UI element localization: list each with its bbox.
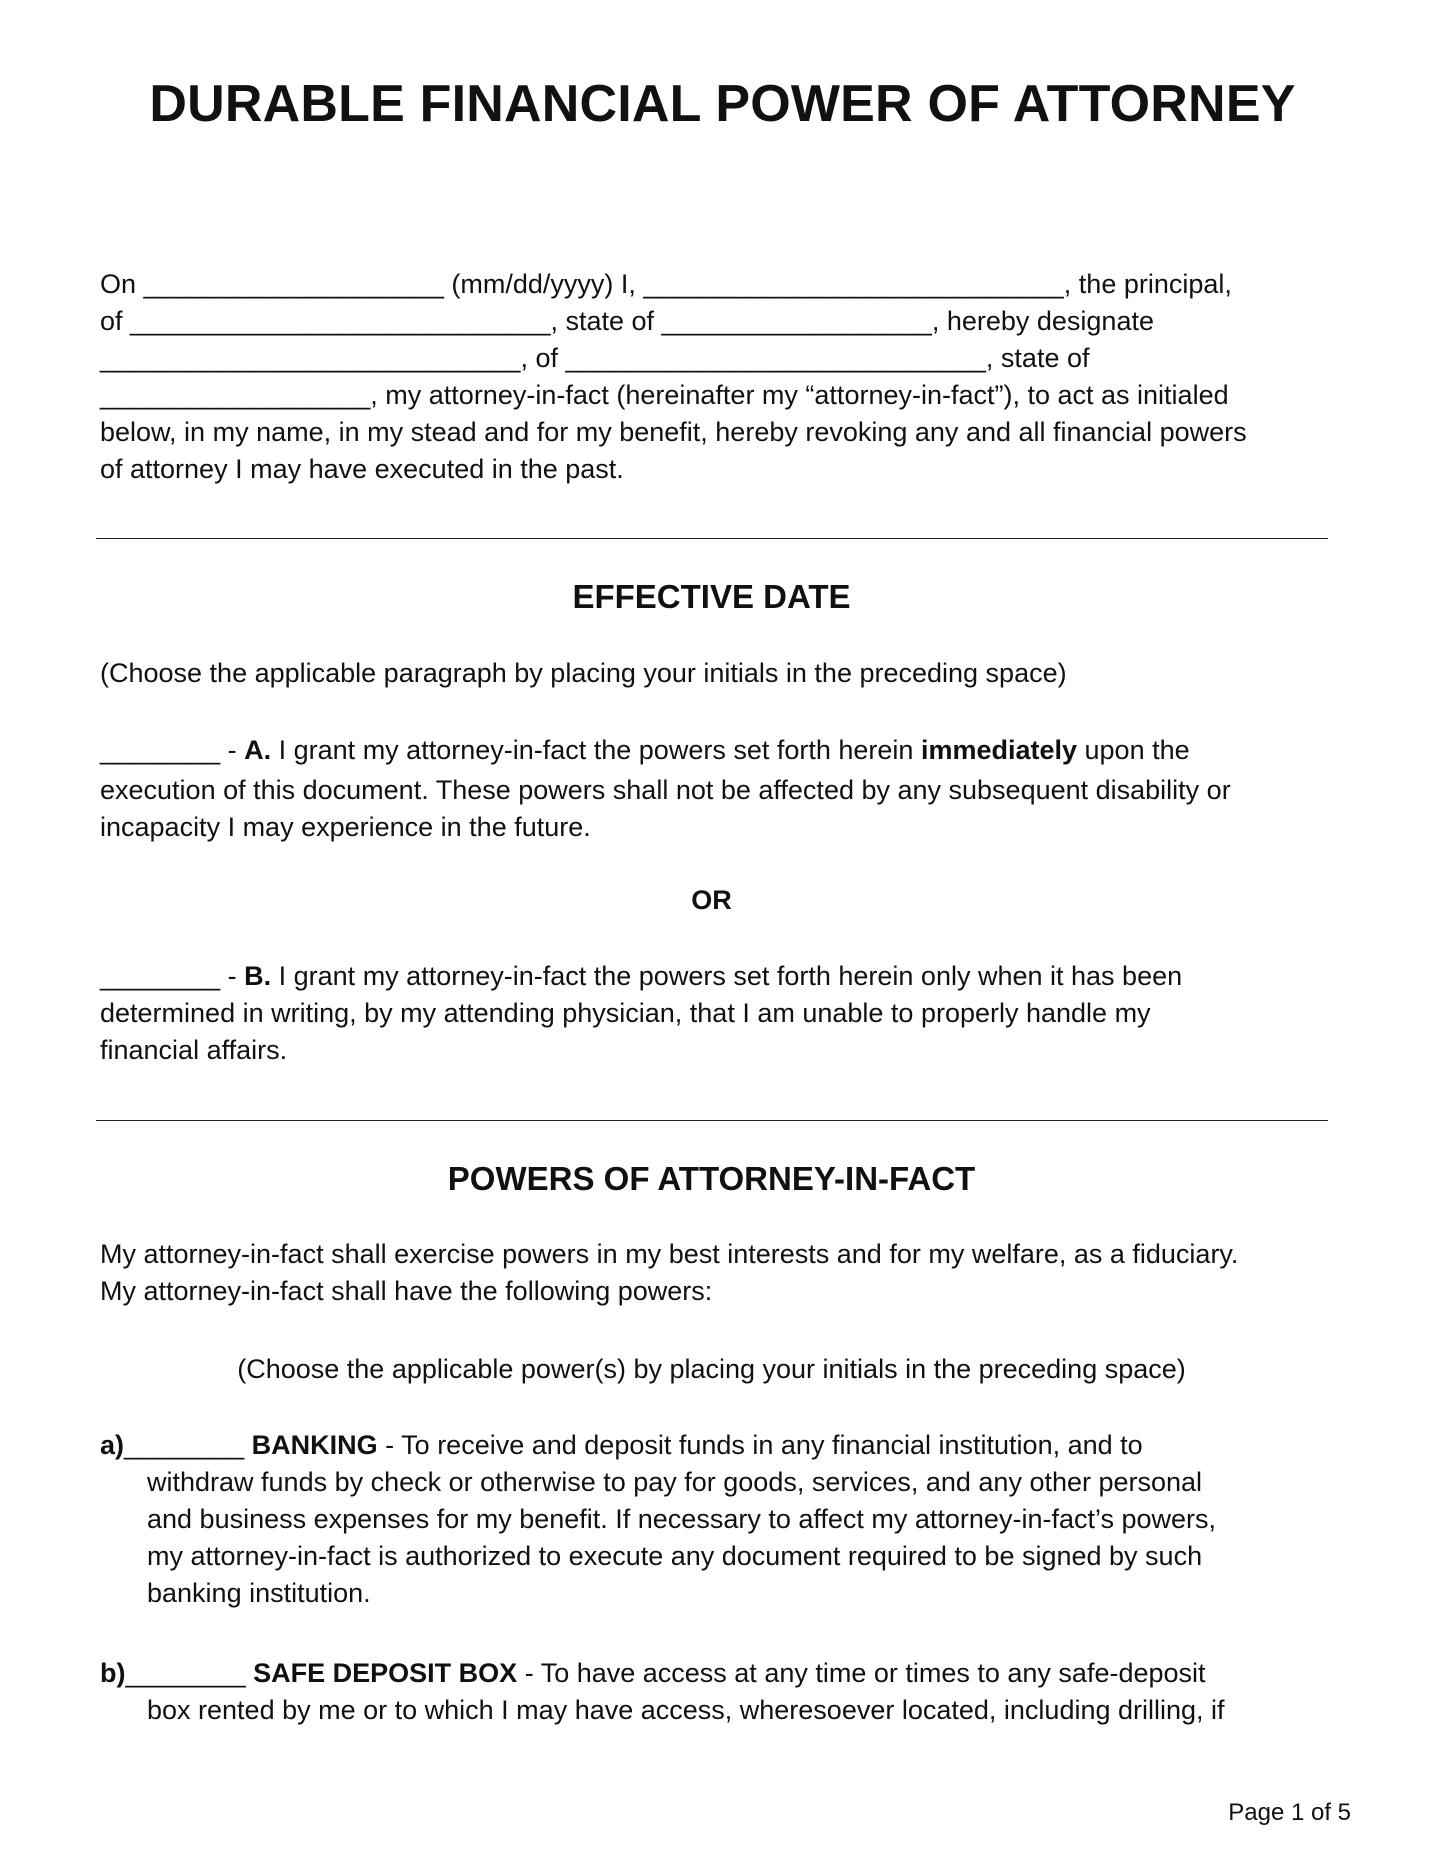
effective-date-heading: EFFECTIVE DATE [572, 578, 851, 615]
power-item-label: b) [100, 1658, 126, 1688]
intro-line: of attorney I may have executed in the past. [100, 454, 624, 484]
option-a-initials-blank[interactable]: ________ [100, 735, 221, 765]
option-b-initials-blank[interactable]: ________ [100, 961, 221, 991]
option-b-line2: determined in writing, by my attending physician, that I am unable to properly handle my [100, 998, 1151, 1028]
powers-intro-line: My attorney-in-fact shall exercise powers in my best interests and for my welfare, as a fiduciary. [100, 1239, 1239, 1269]
option-a-paragraph [100, 732, 1360, 846]
powers-heading: POWERS OF ATTORNEY-IN-FACT [447, 1160, 976, 1197]
power-item-name: SAFE DEPOSIT BOX [253, 1658, 518, 1688]
power-item-name: BANKING [251, 1430, 378, 1460]
option-a-line1 [100, 732, 1360, 769]
power-item-line: box rented by me or to which I may have access, wheresoever located, including drilling, if [147, 1695, 1225, 1725]
page-number: Page 1 of 5 [1228, 1799, 1351, 1826]
instruction-text: (Choose the applicable paragraph by placing your initials in the preceding space) [100, 658, 1067, 688]
power-item-safe-deposit-box [100, 1655, 1360, 1729]
option-b-line3: financial affairs. [100, 1035, 288, 1065]
power-item-first-line [100, 1655, 1360, 1692]
or-separator: OR [691, 885, 732, 915]
intro-line: of ____________________________, state of __________________, hereby designate [100, 306, 1154, 336]
power-item-banking [100, 1427, 1360, 1612]
option-b-letter: B. [244, 961, 272, 991]
option-a-letter: A. [244, 735, 272, 765]
power-item-initials-blank[interactable]: ________ [125, 1658, 246, 1688]
option-a-bold-word: immediately [920, 735, 1078, 765]
option-b-paragraph [100, 958, 1360, 1069]
power-item-text: - To have access at any time or times to any safe-deposit [517, 1658, 1206, 1688]
powers-intro-line: My attorney-in-fact shall have the following powers: [100, 1276, 713, 1306]
power-item-initials-blank[interactable]: ________ [124, 1430, 245, 1460]
power-item-line: withdraw funds by check or otherwise to pay for goods, services, and any other personal [147, 1467, 1203, 1497]
power-item-label: a) [100, 1430, 125, 1460]
document-title: DURABLE FINANCIAL POWER OF ATTORNEY [149, 75, 1296, 133]
option-b-text: I grant my attorney-in-fact the powers set forth herein only when it has been [271, 961, 1183, 991]
intro-paragraph [100, 266, 1360, 488]
intro-line: below, in my name, in my stead and for my benefit, hereby revoking any and all financial powers [100, 417, 1247, 447]
dash: - [220, 735, 245, 765]
power-item-line: my attorney-in-fact is authorized to execute any document required to be signed by such [147, 1541, 1203, 1571]
effective-date-instruction [100, 655, 1360, 692]
power-item-first-line [100, 1427, 1360, 1464]
powers-intro [100, 1236, 1360, 1310]
intro-line: On ____________________ (mm/dd/yyyy) I, ____________________________, the principal, [100, 269, 1232, 299]
option-b-line1 [100, 958, 1360, 995]
option-a-text: I grant my attorney-in-fact the powers set forth herein [271, 735, 921, 765]
section-divider [96, 538, 1328, 539]
powers-instruction: (Choose the applicable power(s) by placing your initials in the preceding space) [237, 1354, 1186, 1384]
option-a-line2: execution of this document. These powers shall not be affected by any subsequent disability or [100, 775, 1231, 805]
section-divider [96, 1120, 1328, 1121]
intro-line: __________________, my attorney-in-fact (hereinafter my “attorney-in-fact”), to act as initialed [100, 380, 1229, 410]
option-a-text-end: upon the [1077, 735, 1190, 765]
power-item-line: and business expenses for my benefit. If necessary to affect my attorney-in-fact’s powers, [147, 1504, 1217, 1534]
power-item-text: - To receive and deposit funds in any financial institution, and to [377, 1430, 1143, 1460]
dash: - [220, 961, 245, 991]
intro-line: ____________________________, of ____________________________, state of [100, 343, 1090, 373]
option-a-line3: incapacity I may experience in the future. [100, 812, 591, 842]
power-item-line: banking institution. [147, 1578, 371, 1608]
